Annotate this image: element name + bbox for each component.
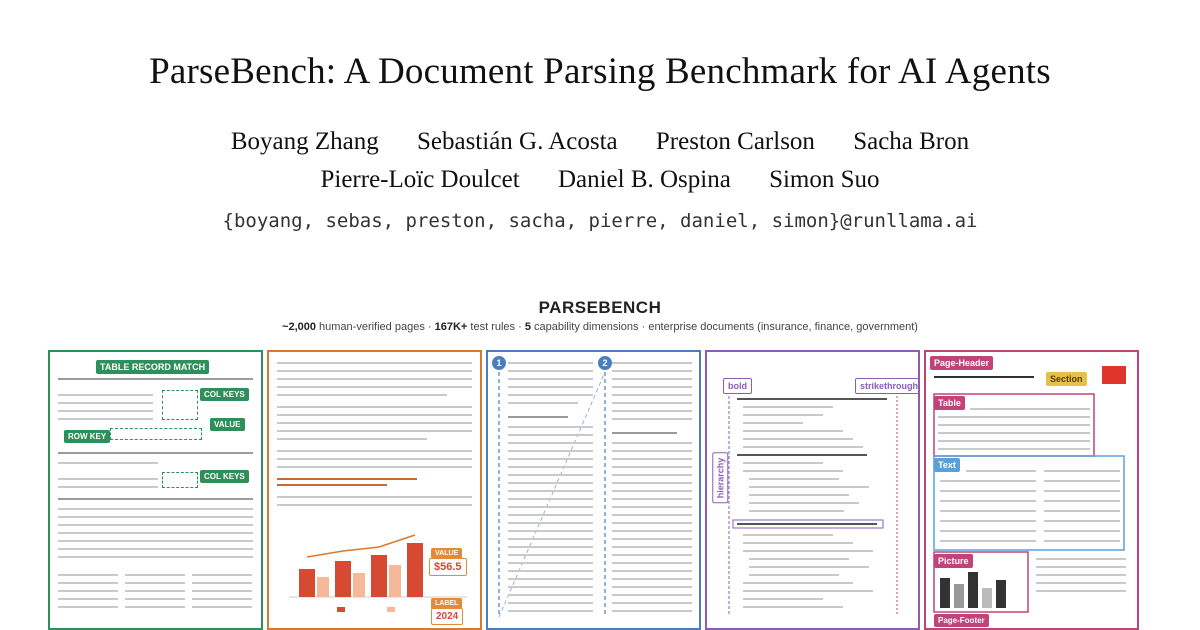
formatting-overlay — [707, 352, 918, 628]
col-keys-tag: COL KEYS — [200, 388, 249, 401]
author-emails: {boyang, sebas, preston, sacha, pierre, daniel, simon}@runllama.ai — [222, 210, 978, 232]
table-record-match-tag: TABLE RECORD MATCH — [96, 360, 209, 374]
highlight-box — [162, 390, 198, 420]
bold-tag: bold — [723, 378, 752, 394]
highlight-box — [110, 428, 202, 440]
author-list-row-2 — [0, 166, 1200, 194]
panel-tables — [48, 350, 263, 630]
table-tag: Table — [934, 396, 965, 410]
author-name: Simon Suo — [769, 166, 880, 193]
subtitle-part: test rules · — [467, 321, 525, 333]
label-readout: 2024 — [431, 608, 463, 625]
author-name: Boyang Zhang — [230, 128, 379, 155]
value-readout: $56.5 — [429, 558, 467, 576]
subtitle-part: 5 — [524, 321, 531, 333]
hierarchy-tag: hierarchy — [712, 453, 728, 504]
panel-layout — [924, 350, 1139, 630]
text-tag: Text — [934, 458, 960, 472]
row-key-tag: ROW KEY — [64, 430, 110, 443]
author-name: Sacha Bron — [853, 128, 970, 155]
panel-reading-order — [486, 350, 701, 630]
subtitle-part: human-verified pages · — [315, 321, 435, 333]
author-list-row-1 — [0, 128, 1200, 156]
strikethrough-tag: strikethrough — [855, 378, 920, 394]
value-tag: VALUE — [210, 418, 245, 431]
paper-title: ParseBench: A Document Parsing Benchmark for AI Agents — [149, 51, 1051, 92]
author-name: Daniel B. Ospina — [557, 166, 731, 193]
page-header-tag: Page-Header — [930, 356, 993, 370]
panel-formatting — [705, 350, 920, 630]
author-name: Preston Carlson — [655, 128, 815, 155]
subtitle-part: ~2,000 — [282, 321, 316, 333]
reading-order-step-1: 1 — [492, 356, 506, 370]
figure-title: PARSEBENCH — [538, 298, 662, 317]
subtitle-part: capability dimensions · enterprise documents (insurance, finance, government) — [530, 321, 918, 333]
col-keys-tag: COL KEYS — [200, 470, 249, 483]
author-name: Sebastián G. Acosta — [416, 128, 618, 155]
picture-tag: Picture — [934, 554, 973, 568]
label-tag: LABEL — [431, 598, 462, 609]
reading-order-step-2: 2 — [598, 356, 612, 370]
value-tag: VALUE — [431, 548, 462, 559]
section-tag: Section — [1046, 372, 1087, 386]
highlight-box — [162, 472, 198, 488]
author-name: Pierre-Loïc Doulcet — [320, 166, 520, 193]
panel-charts — [267, 350, 482, 630]
subtitle-part: 167K+ — [434, 321, 468, 333]
figure-subtitle — [0, 321, 1200, 333]
page-footer-tag: Page-Footer — [934, 614, 989, 627]
